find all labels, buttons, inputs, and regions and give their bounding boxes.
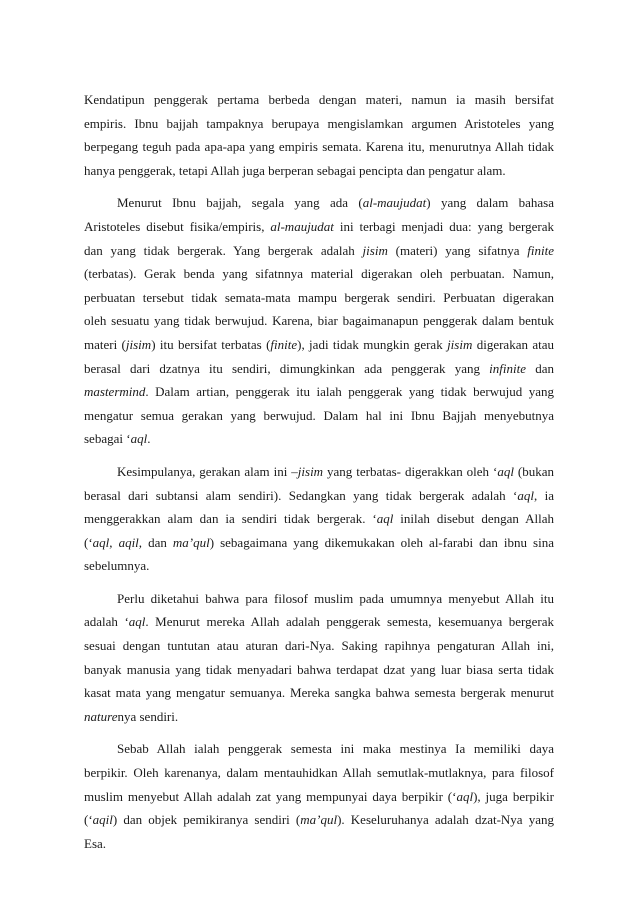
italic-term: al-maujudat: [270, 218, 334, 234]
text-line: [84, 309, 554, 333]
text-run: Kendatipun penggerak pertama berbeda dengan materi, namun ia masih bersifat: [84, 92, 554, 107]
text-run: (terbatas). Gerak benda yang sifatnnya material digerakan oleh perbuatan. Namun,: [84, 266, 554, 282]
text-line: [84, 88, 554, 112]
text-run: ) dan objek pemikiranya sendiri (: [112, 812, 301, 828]
text-run: inilah disebut dengan Allah: [393, 511, 554, 527]
text-run: ), juga berpikir: [473, 788, 554, 804]
text-run: muslim menyebut Allah adalah zat yang mempunyai daya berpikir (‘: [84, 788, 457, 804]
text-run: sebagai ‘: [84, 431, 131, 447]
text-line: [84, 357, 554, 381]
text-run: kasat mata yang mengatur semuanya. Mereka sangka bahwa semesta bergerak menurut: [84, 685, 554, 701]
italic-term: aqil: [92, 812, 113, 828]
text-run: Kesimpulanya, gerakan alam ini –: [117, 463, 298, 479]
text-run: Perlu diketahui bahwa para filosof muslim pada umumnya menyebut Allah itu: [117, 590, 554, 606]
text-run: Menurut Ibnu bajjah, segala yang ada (: [117, 195, 363, 211]
italic-term: aql: [128, 614, 146, 630]
italic-term: jisim: [297, 463, 324, 479]
text-run: ) yang dalam bahasa: [426, 195, 555, 211]
text-run: (materi) yang sifatnya: [387, 242, 528, 258]
text-run: berasal dari subtansi alam sendiri). Sedangkan yang tidak bergerak adalah ‘: [84, 487, 518, 503]
text-line: [84, 808, 554, 832]
italic-term: ma’qul: [172, 534, 210, 550]
text-line: [84, 761, 554, 785]
text-run: ). Keseluruhanya adalah dzat-Nya yang: [337, 812, 554, 828]
text-run: banyak manusia yang tidak menyadari bahwa terdapat dzat yang luar biasa serta tidak: [84, 661, 554, 677]
text-run: . Dalam artian, penggerak itu ialah penggerak yang tidak berwujud yang: [145, 384, 554, 400]
text-run: , ia: [533, 487, 554, 503]
text-run: sebelumnya.: [84, 558, 150, 574]
text-run: mengatur semua gerakan yang berwujud. Dalam hal ini Ibnu Bajjah menyebutnya: [84, 407, 554, 423]
italic-term: ma’qul: [300, 812, 338, 828]
text-line: [84, 634, 554, 658]
text-run: (bukan: [513, 463, 554, 479]
text-run: materi (: [84, 336, 126, 352]
italic-term: infinite: [489, 360, 527, 376]
italic-term: aql: [497, 463, 514, 479]
text-line: [84, 333, 554, 357]
document-page: [84, 88, 554, 864]
text-line: [84, 159, 554, 183]
italic-term: finite: [527, 242, 554, 258]
text-line: [84, 658, 554, 682]
text-run: berasal dari dzatnya itu sendiri, dimungkinkan ada penggerak yang: [84, 360, 490, 376]
text-line: [84, 239, 554, 263]
text-line: [84, 554, 554, 578]
text-run: Sebab Allah ialah penggerak semesta ini maka mestinya Ia memiliki daya: [117, 741, 554, 757]
text-run: oleh sesuatu yang tidak berwujud. Karena, biar bagaimanapun penggerak dalam bentuk: [84, 313, 554, 329]
text-line: [84, 737, 554, 761]
text-run: ) sebagaimana yang dikemukakan oleh al-farabi dan ibnu sina: [209, 534, 554, 550]
text-run: . Menurut mereka Allah adalah penggerak semesta, kesemuanya bergerak: [145, 614, 554, 630]
text-run: berpikir. Oleh karenanya, dalam mentauhidkan Allah semutlak-mutlaknya, para filosof: [84, 765, 554, 781]
text-run: (‘: [84, 812, 93, 828]
text-line: [84, 427, 554, 451]
text-line: [84, 610, 554, 634]
italic-term: aql: [517, 487, 534, 503]
italic-term: aql: [130, 431, 148, 447]
italic-term: finite: [270, 336, 298, 352]
text-run: digerakan atau: [472, 336, 554, 352]
text-line: [84, 135, 554, 159]
text-line: [84, 832, 554, 856]
text-line: [84, 681, 554, 705]
text-run: dan yang tidak bergerak. Yang bergerak adalah: [84, 242, 363, 258]
text-line: [84, 460, 554, 484]
text-run: menggerakkan alam dan ia sendiri tidak bergerak. ‘: [84, 511, 377, 527]
italic-term: al-maujudat: [362, 195, 427, 211]
italic-term: jisim: [447, 336, 473, 352]
paragraph: [84, 460, 554, 578]
text-run: hanya penggerak, tetapi Allah juga berperan sebagai pencipta dan pengatur alam.: [84, 162, 506, 178]
paragraph: [84, 88, 554, 182]
text-run: sesuai dengan tuntutan atau aturan dari-Nya. Saking rapihnya pengaturan Allah ini,: [84, 638, 554, 654]
text-line: [84, 191, 554, 215]
paragraph: [84, 737, 554, 855]
text-run: yang terbatas- digerakkan oleh ‘: [323, 463, 498, 479]
text-run: nya sendiri.: [117, 708, 179, 724]
text-line: [84, 531, 554, 555]
text-run: adalah ‘: [84, 614, 129, 630]
italic-term: jisim: [362, 242, 388, 258]
text-line: [84, 484, 554, 508]
text-line: [84, 587, 554, 611]
italic-term: aql: [456, 788, 474, 804]
text-line: [84, 112, 554, 136]
italic-term: jisim: [125, 336, 152, 352]
text-run: perbuatan tersebut tidak semata-mata mampu bergerak sendiri. Perbuatan digerakan: [84, 289, 554, 305]
text-run: ), jadi tidak mungkin gerak: [297, 336, 448, 352]
text-line: [84, 262, 554, 286]
paragraph: [84, 587, 554, 729]
text-line: [84, 705, 554, 729]
text-line: [84, 215, 554, 239]
text-run: (‘: [84, 534, 93, 550]
paragraph: [84, 191, 554, 451]
text-run: .: [147, 431, 151, 447]
italic-term: aql: [376, 511, 394, 527]
italic-term: aql, aqil,: [92, 534, 143, 550]
text-run: ini terbagi menjadi dua: yang bergerak: [333, 218, 554, 234]
text-run: ) itu bersifat terbatas (: [151, 336, 271, 352]
text-line: [84, 404, 554, 428]
text-line: [84, 380, 554, 404]
text-line: [84, 507, 554, 531]
italic-term: mastermind: [84, 384, 146, 400]
text-run: empiris. Ibnu bajjah tampaknya berupaya mengislamkan argumen Aristoteles yang: [84, 115, 554, 131]
text-run: Aristoteles disebut fisika/empiris,: [84, 218, 271, 234]
text-run: dan: [526, 360, 554, 376]
text-line: [84, 785, 554, 809]
italic-term: nature: [84, 708, 118, 724]
text-run: dan: [142, 534, 173, 550]
text-run: berpegang teguh pada apa-apa yang empiris semata. Karena itu, menurutnya Allah tidak: [84, 139, 554, 155]
text-run: Esa.: [84, 835, 107, 851]
text-line: [84, 286, 554, 310]
